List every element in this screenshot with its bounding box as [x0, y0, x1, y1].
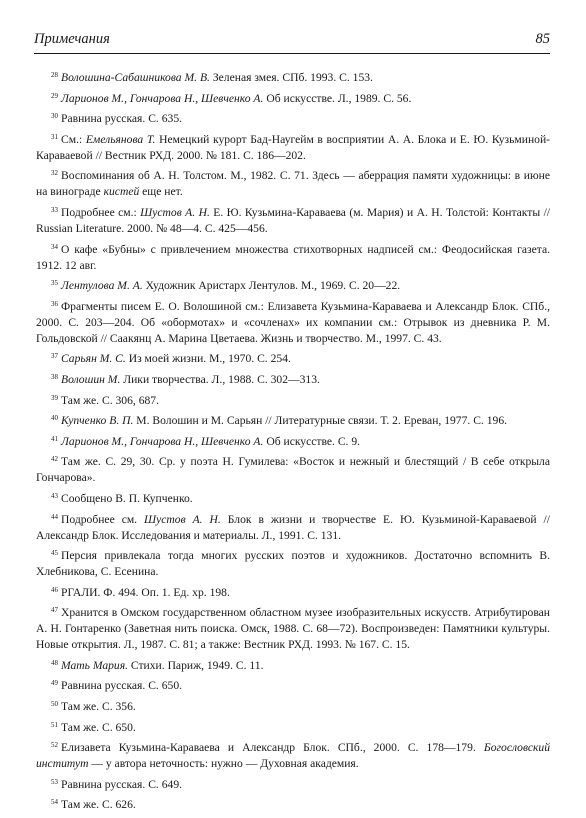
note-text: Там же. С. 650. [61, 720, 136, 734]
italic-citation-text: Волошина-Сабашникова М. В. [61, 71, 210, 84]
note-text: Равнина русская. С. 650. [61, 679, 183, 693]
endnote-53 [36, 777, 550, 793]
endnote-47 [36, 605, 550, 653]
endnote-42 [36, 454, 550, 486]
note-text: Персия привлекала тогда многих русских поэтов и художников. Достаточно вспомнить В. Хлебникова, С. Есенина. [36, 549, 550, 579]
italic-citation-text: Шустов А. Н. [140, 205, 210, 219]
note-text: Художник Аристарх Лентулов. М., 1969. С. 20—22. [142, 279, 401, 293]
footnote-number: 40 [51, 414, 58, 423]
footnote-number: 30 [51, 112, 58, 121]
note-text: Из моей жизни. М., 1970. С. 254. [125, 352, 291, 366]
footnote-number: 46 [51, 585, 58, 594]
italic-citation-text: Купченко В. П. [61, 414, 134, 428]
note-text: Фрагменты писем Е. О. Волошиной см.: Елизавета Кузьмина-Караваева и Александр Блок. СПб., 2000. С. 203—204. Об «обормотах» и «сочленах» их компании см.: Отрывок из дневника Р. М. Гольдовской // Саакянц А. Марина Цветаева. Жизнь и творчество. М., 1997. С. 43. [36, 299, 550, 345]
note-text: Там же. С. 356. [61, 700, 136, 714]
note-text: Блок в жизни и творчестве Е. Ю. Кузьминой-Караваевой // Александр Блок. Исследования и материалы. Л., 1991. С. 131. [36, 512, 550, 542]
endnotes-list [36, 70, 550, 818]
footnote-number: 42 [51, 455, 58, 464]
italic-citation-text: Шустов А. Н. [144, 512, 221, 526]
note-text: М. Волошин и М. Сарьян // Литературные связи. Т. 2. Ереван, 1977. С. 196. [133, 414, 508, 428]
note-text: Об искусстве. Л., 1989. С. 56. [263, 91, 412, 105]
footnote-number: 33 [51, 205, 58, 214]
note-text: Там же. С. 626. [61, 798, 136, 812]
endnote-52 [36, 740, 550, 772]
footnote-number: 36 [51, 299, 58, 308]
endnote-49 [36, 678, 550, 694]
note-text: Воспоминания об А. Н. Толстом. М., 1982. С. 71. Здесь — аберрация памяти художницы: в июне на винограде [36, 169, 550, 199]
footnote-number: 52 [51, 741, 58, 750]
endnote-51 [36, 720, 550, 736]
footnote-number: 49 [51, 679, 58, 688]
italic-citation-text: Ларионов М., Гончарова Н., Шевченко А. [61, 91, 264, 105]
header-rule [34, 53, 550, 54]
endnote-44 [36, 512, 550, 544]
note-text: Е. Ю. Кузьмина-Караваева (м. Мария) и А. Н. Толстой: Контакты // Russian Literature. 2000. № 48—4. С. 425—456. [36, 205, 551, 235]
italic-citation-text: Сарьян М. С. [61, 352, 126, 366]
note-text: Хранится в Омском государственном областном музее изобразительных искусств. Атрибутирован А. Н. Гонтаренко (Заветная нить поиска. Омск, 1988. С. 68—72). Воспроизведен: Памятники культуры. Новые открытия. Л., 1987. С. 81; а также: Вестник РХД. 1993. № 167. С. 15. [36, 606, 550, 652]
page-number: 85 [535, 31, 550, 47]
endnote-34 [36, 242, 550, 274]
note-text: — у автора неточность: нужно — Духовная академия. [88, 757, 359, 771]
footnote-number: 32 [51, 169, 58, 178]
note-text: См.: [61, 132, 86, 146]
footnote-number: 48 [51, 658, 58, 667]
footnote-number: 37 [51, 352, 58, 361]
endnote-38 [36, 372, 550, 388]
note-text: Там же. С. 306, 687. [61, 393, 159, 407]
endnote-36 [36, 299, 550, 347]
endnote-46 [36, 585, 550, 601]
note-text: Равнина русская. С. 635. [61, 112, 183, 126]
note-text: Стихи. Париж, 1949. С. 11. [128, 658, 264, 672]
note-text: еще нет. [139, 185, 183, 199]
footnote-number: 54 [51, 798, 58, 807]
endnote-32 [36, 168, 550, 200]
endnote-30 [36, 111, 550, 127]
note-text: О кафе «Бубны» с привлечением множества стихотворных надписей см.: Феодосийская газета. 1912. 12 авг. [36, 242, 550, 272]
endnote-35 [36, 278, 550, 294]
footnote-number: 39 [51, 393, 58, 402]
footnote-number: 34 [51, 242, 58, 251]
endnote-29 [36, 91, 550, 107]
endnote-37 [36, 351, 550, 367]
endnote-31 [36, 132, 550, 164]
endnote-45 [36, 548, 550, 580]
note-text: Елизавета Кузьмина-Караваева и Александр Блок. СПб., 2000. С. 178—179. [61, 741, 484, 755]
endnote-48 [36, 658, 550, 674]
italic-citation-text: Мать Мария. [61, 658, 129, 672]
footnote-number: 35 [51, 279, 58, 288]
endnote-40 [36, 413, 550, 429]
endnote-33 [36, 205, 550, 237]
note-text: Об искусстве. С. 9. [263, 434, 361, 448]
note-text: Лики творчества. Л., 1988. С. 302—313. [120, 372, 320, 386]
footnote-number: 47 [51, 606, 58, 615]
footnote-number: 28 [51, 71, 58, 79]
running-header-title: Примечания [34, 31, 110, 47]
note-text: Там же. С. 29, 30. Ср. у поэта Н. Гумилева: «Восток и нежный и блестящий / В себе открыла Гончарова». [36, 455, 550, 485]
endnote-54 [36, 797, 550, 813]
italic-citation-text: кистей [103, 185, 140, 199]
endnote-50 [36, 699, 550, 715]
endnote-41 [36, 434, 550, 450]
italic-citation-text: Ларионов М., Гончарова Н., Шевченко А. [61, 434, 264, 448]
note-text: Зеленая змея. СПб. 1993. С. 153. [209, 71, 373, 84]
footnote-number: 51 [51, 720, 58, 729]
footnote-number: 44 [51, 512, 58, 521]
endnote-43 [36, 491, 550, 507]
note-text: Немецкий курорт Бад-Наугейм в восприятии А. А. Блока и Е. Ю. Кузьминой-Караваевой // Вестник РХД. 2000. № 181. С. 186—202. [36, 132, 551, 162]
italic-citation-text: Волошин М. [61, 372, 121, 386]
footnote-number: 41 [51, 434, 58, 443]
footnote-number: 38 [51, 372, 58, 381]
italic-citation-text: Емельянова Т. [85, 132, 156, 146]
footnote-number: 29 [51, 91, 58, 100]
footnote-number: 45 [51, 549, 58, 558]
footnote-number: 31 [51, 132, 58, 141]
note-text: Равнина русская. С. 649. [61, 777, 183, 791]
endnote-39 [36, 393, 550, 409]
note-text: РГАЛИ. Ф. 494. Оп. 1. Ед. хр. 198. [61, 585, 230, 599]
endnote-28 [36, 70, 550, 86]
footnote-number: 43 [51, 491, 58, 500]
note-text: Подробнее см.: [61, 205, 141, 219]
note-text: Сообщено В. П. Купченко. [61, 491, 193, 505]
italic-citation-text: Богословский институт [36, 741, 550, 771]
footnote-number: 53 [51, 777, 58, 786]
italic-citation-text: Лентулова М. А. [61, 279, 143, 293]
footnote-number: 50 [51, 700, 58, 709]
note-text: Подробнее см. [61, 512, 145, 526]
